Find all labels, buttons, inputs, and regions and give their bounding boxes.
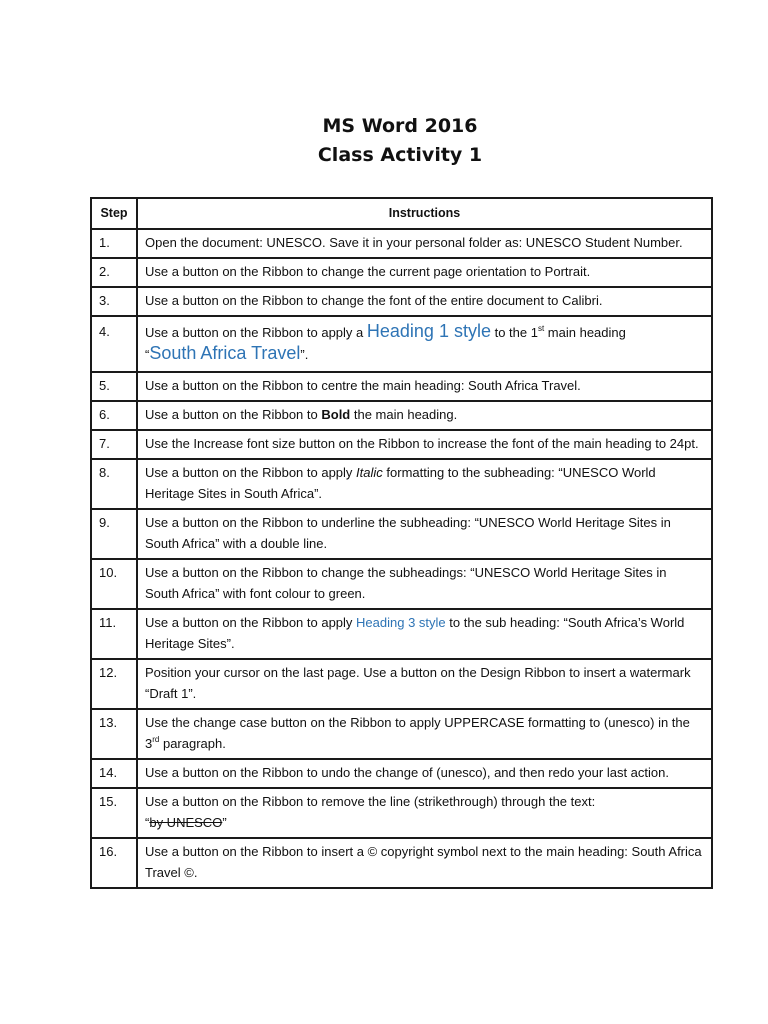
step-number: 1. (91, 229, 137, 258)
step-instruction (137, 609, 712, 659)
step-instruction: Use a button on the Ribbon to change the current page orientation to Portrait. (137, 258, 712, 287)
step-number: 15. (91, 788, 137, 838)
table-row (91, 459, 712, 509)
step-instruction (137, 709, 712, 759)
table-row (91, 659, 712, 709)
instruction-text: Use a button on the Ribbon to apply (145, 615, 357, 630)
step-instruction: Use a button on the Ribbon to change the subheadings: “UNESCO World Heritage Sites in South Africa” with font colour to green. (137, 559, 712, 609)
table-row (91, 316, 712, 372)
bold-word: Bold (321, 407, 351, 422)
instruction-text: Use a button on the Ribbon to remove the line (strikethrough) through the text: (145, 794, 596, 809)
instruction-text: Use the change case button on the Ribbon to apply UPPERCASE formatting to (unesco) in the 3 (145, 715, 690, 751)
step-number: 2. (91, 258, 137, 287)
quote-mark: “ (145, 815, 150, 830)
header-step: Step (91, 198, 137, 229)
italic-word: Italic (356, 465, 383, 480)
step-number: 6. (91, 401, 137, 430)
instruction-text: Use a button on the Ribbon to (145, 407, 322, 422)
quote-mark: ”. (300, 347, 309, 362)
table-row (91, 559, 712, 609)
step-number: 11. (91, 609, 137, 659)
step-instruction: Use a button on the Ribbon to underline the subheading: “UNESCO World Heritage Sites in South Africa” with a double line. (137, 509, 712, 559)
step-instruction: Use a button on the Ribbon to change the font of the entire document to Calibri. (137, 287, 712, 316)
instruction-text: paragraph. (159, 736, 226, 751)
quote-mark: ” (222, 815, 227, 830)
header-instructions: Instructions (137, 198, 712, 229)
heading-text-sample: South Africa Travel (149, 343, 301, 363)
instruction-text: to the 1 (490, 325, 538, 340)
table-row (91, 788, 712, 838)
step-instruction (137, 316, 712, 372)
table-row (91, 709, 712, 759)
quote-mark: “ (145, 347, 150, 362)
table-row (91, 838, 712, 888)
table-row (91, 287, 712, 316)
step-instruction: Use a button on the Ribbon to centre the main heading: South Africa Travel. (137, 372, 712, 401)
instruction-text: Use a button on the Ribbon to apply (145, 465, 357, 480)
instructions-table (90, 197, 713, 889)
step-instruction: Use the Increase font size button on the Ribbon to increase the font of the main heading to 24pt. (137, 430, 712, 459)
instruction-text: to the sub heading: “South Africa’s World Heritage Sites”. (145, 615, 685, 651)
strikethrough-text: by UNESCO (149, 815, 223, 830)
step-number: 4. (91, 316, 137, 372)
table-row (91, 372, 712, 401)
heading-3-style-sample: Heading 3 style (356, 615, 446, 630)
step-number: 3. (91, 287, 137, 316)
document-title-block (0, 112, 768, 170)
step-instruction (137, 788, 712, 838)
instruction-text: Use a button on the Ribbon to apply a (145, 325, 367, 340)
step-instruction: Open the document: UNESCO. Save it in your personal folder as: UNESCO Student Number. (137, 229, 712, 258)
step-instruction (137, 401, 712, 430)
instruction-text: formatting to the subheading: “UNESCO World Heritage Sites in South Africa”. (145, 465, 656, 501)
step-number: 5. (91, 372, 137, 401)
step-number: 16. (91, 838, 137, 888)
table-row (91, 258, 712, 287)
step-instruction: Use a button on the Ribbon to insert a © copyright symbol next to the main heading: South Africa Travel ©. (137, 838, 712, 888)
instruction-text: the main heading. (350, 407, 458, 422)
step-number: 13. (91, 709, 137, 759)
table-row (91, 509, 712, 559)
document-subtitle: Class Activity 1 (317, 144, 483, 166)
table-row (91, 430, 712, 459)
table-header-row (91, 198, 712, 229)
document-title: MS Word 2016 (322, 115, 478, 137)
step-instruction (137, 459, 712, 509)
step-number: 10. (91, 559, 137, 609)
step-instruction: Use a button on the Ribbon to undo the change of (unesco), and then redo your last action. (137, 759, 712, 788)
step-number: 8. (91, 459, 137, 509)
table-row (91, 759, 712, 788)
step-number: 14. (91, 759, 137, 788)
heading-1-style-sample: Heading 1 style (366, 321, 491, 341)
table-row (91, 401, 712, 430)
ordinal-suffix: st (537, 324, 545, 333)
step-number: 12. (91, 659, 137, 709)
step-number: 9. (91, 509, 137, 559)
step-instruction: Position your cursor on the last page. Use a button on the Design Ribbon to insert a watermark “Draft 1”. (137, 659, 712, 709)
table-row (91, 229, 712, 258)
instruction-text: main heading (544, 325, 626, 340)
step-number: 7. (91, 430, 137, 459)
ordinal-suffix: rd (152, 735, 160, 744)
table-row (91, 609, 712, 659)
